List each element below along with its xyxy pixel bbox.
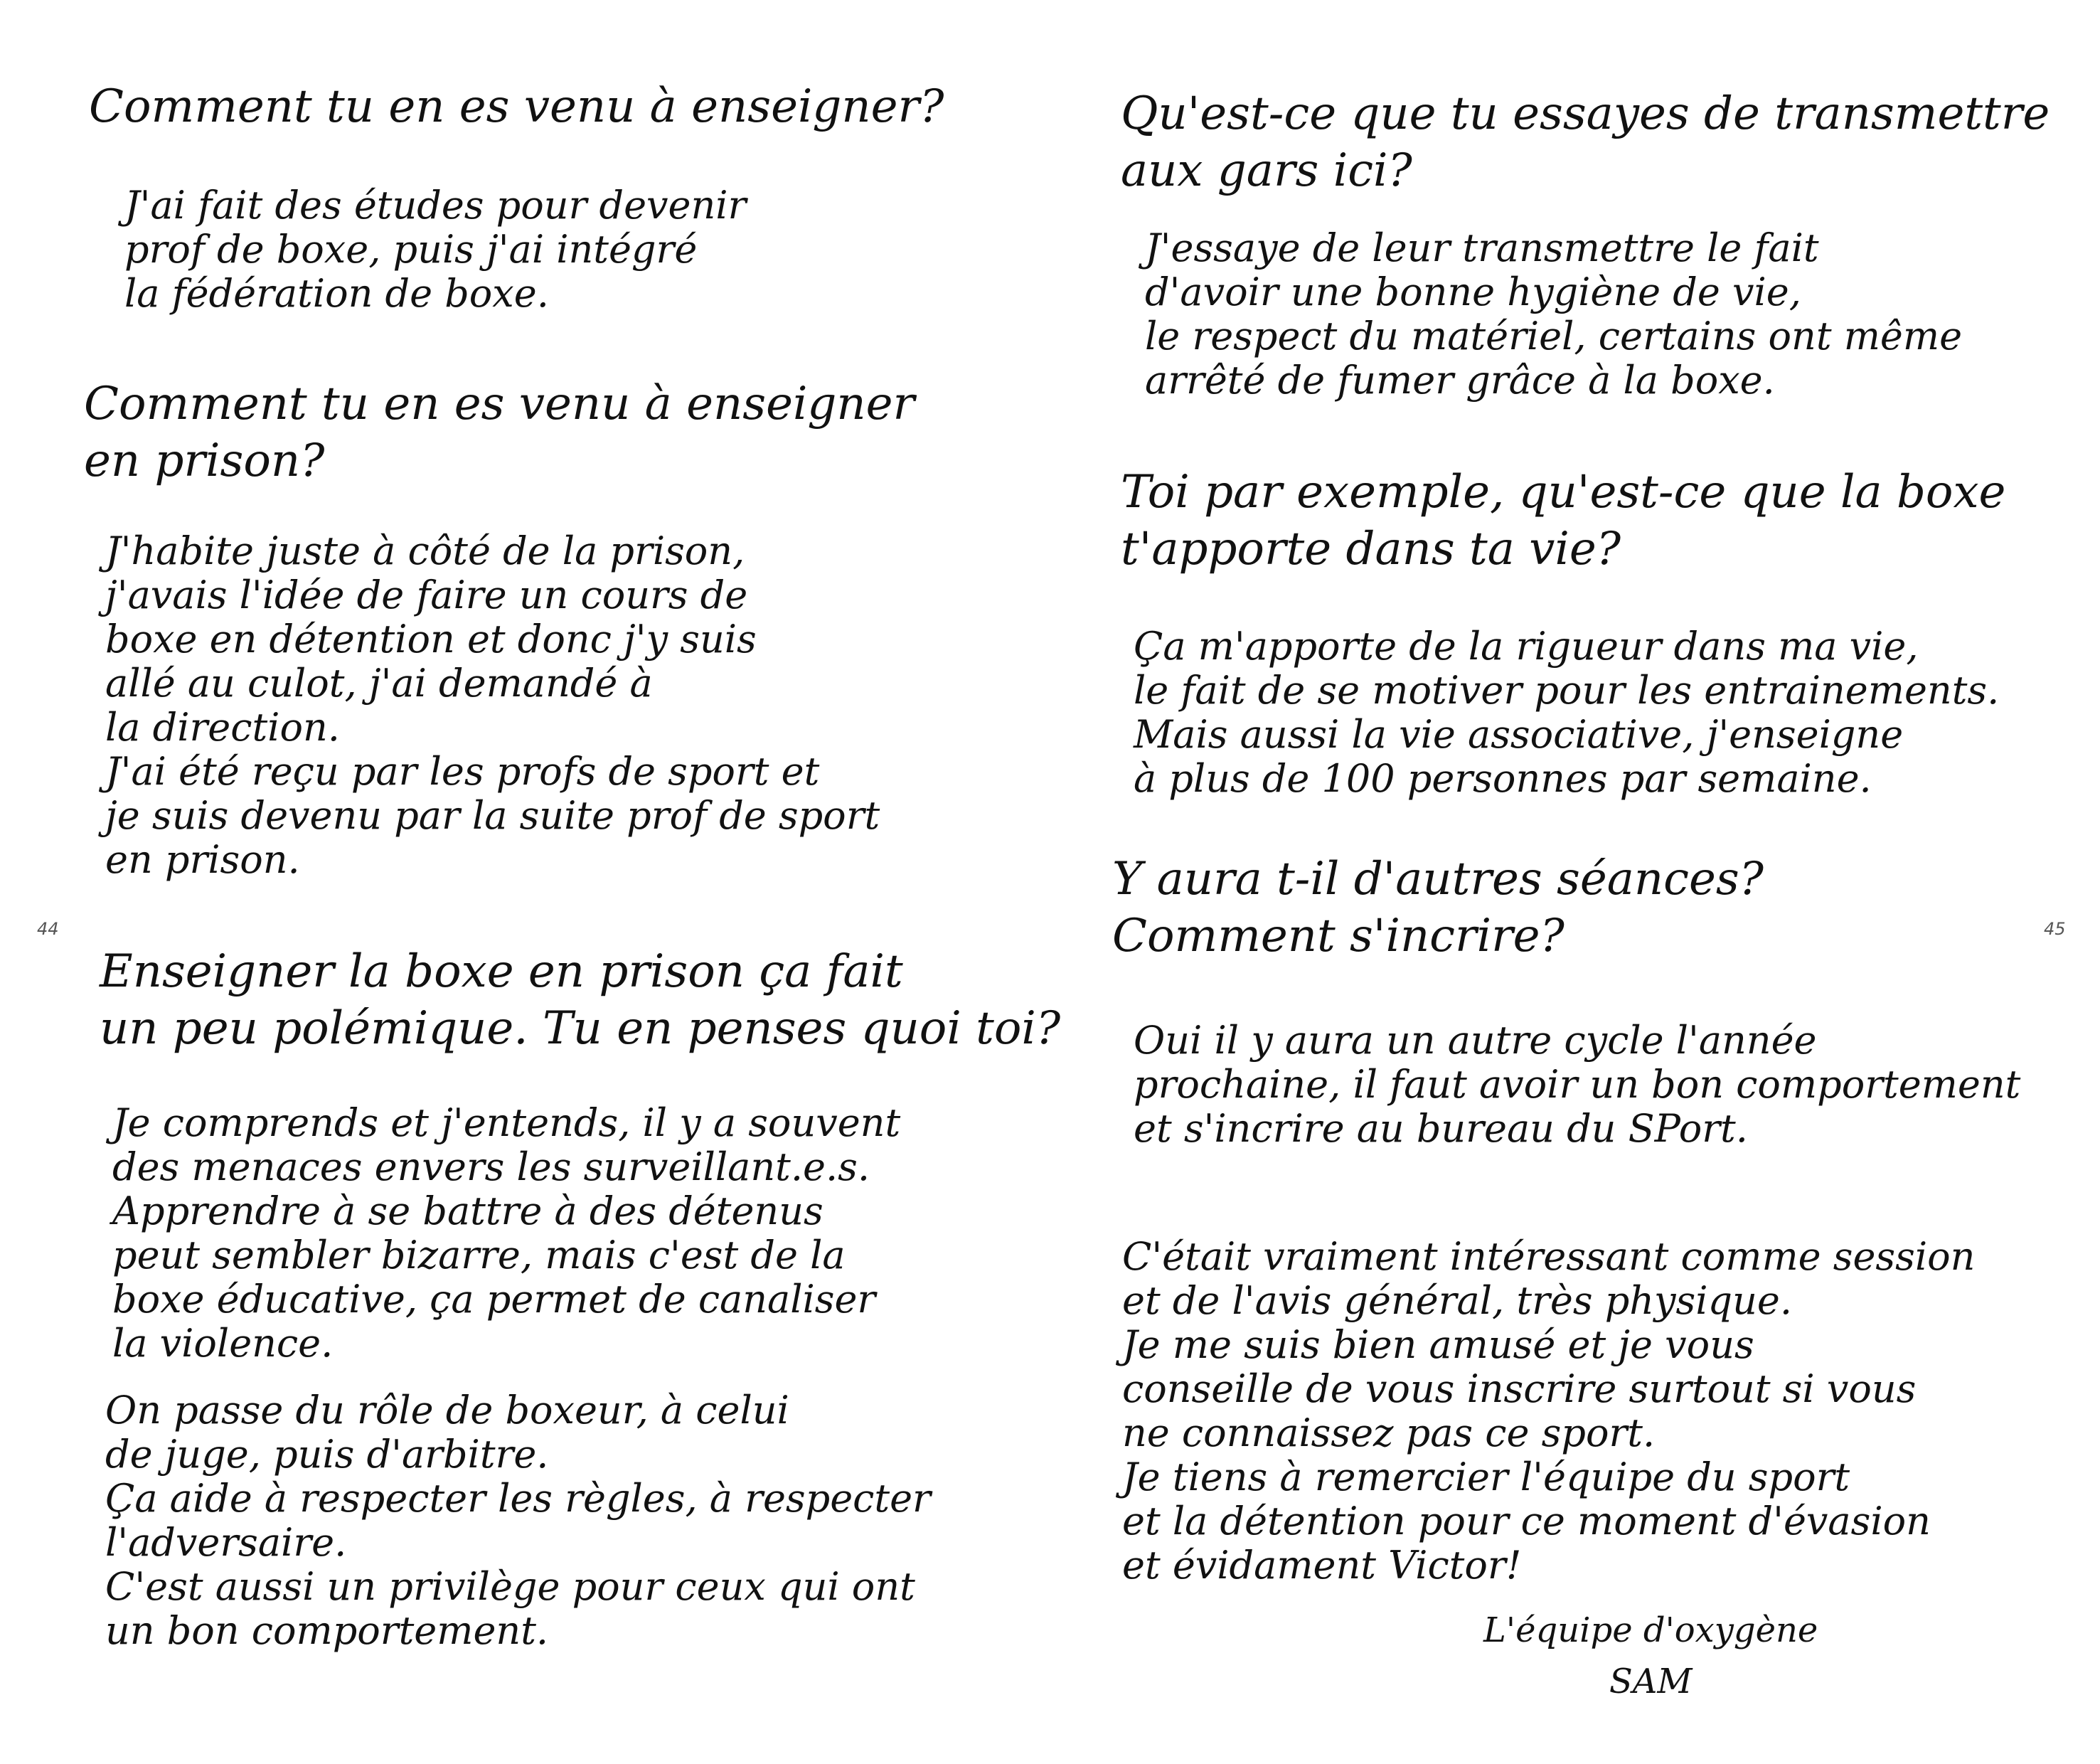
answer-line: C'est aussi un privilège pour ceux qui ont [105, 1564, 915, 1609]
answer-line: j'avais l'idée de faire un cours de [105, 573, 748, 617]
answer-line: je suis devenu par la suite prof de sport [105, 793, 880, 838]
answer-line: Je comprends et j'entends, il y a souvent [112, 1100, 901, 1145]
question-block [100, 943, 1060, 1057]
answer-line: C'était vraiment intéressant comme session [1122, 1234, 1976, 1279]
answer-line: et évidament Victor! [1122, 1543, 1522, 1588]
answer-block [124, 184, 746, 316]
answer-block [1122, 1235, 1975, 1588]
answer-line: de juge, puis d'arbitre. [105, 1432, 549, 1477]
answer-line: la direction. [105, 705, 340, 750]
question-line: Comment s'incrire? [1112, 910, 1565, 962]
answer-line: la fédération de boxe. [124, 271, 549, 316]
answer-line: J'ai fait des études pour devenir [124, 183, 747, 228]
answer-line: à plus de 100 personnes par semaine. [1134, 756, 1872, 801]
signature-team: L'équipe d'oxygène [1483, 1610, 1818, 1650]
right-page [1050, 0, 2100, 1764]
question-line: Toi par exemple, qu'est-ce que la boxe [1121, 466, 2006, 519]
answer-line: l'adversaire. [105, 1520, 347, 1565]
answer-line: prochaine, il faut avoir un bon comportement [1134, 1062, 2021, 1107]
answer-line: arrêté de fumer grâce à la boxe. [1145, 358, 1775, 403]
answer-line: boxe éducative, ça permet de canaliser [112, 1277, 876, 1322]
question-line: t'apporte dans ta vie? [1121, 523, 1621, 575]
answer-block [1134, 1019, 2020, 1151]
answer-line: en prison. [105, 837, 300, 882]
answer-line: J'habite juste à côté de la prison, [105, 528, 745, 573]
answer-line: Mais aussi la vie associative, j'enseigne [1134, 712, 1904, 757]
answer-line: Je me suis bien amusé et je vous [1122, 1322, 1754, 1367]
signature [1483, 1606, 1818, 1706]
answer-line: Oui il y aura un autre cycle l'année [1134, 1018, 1817, 1063]
page-number: 45 [2044, 919, 2066, 939]
answer-line: J'essaye de leur transmettre le fait [1145, 225, 1819, 270]
answer-line: un bon comportement. [105, 1608, 549, 1653]
answer-block [1134, 625, 1999, 801]
answer-line: d'avoir une bonne hygiène de vie, [1145, 270, 1801, 314]
question-line: Enseigner la boxe en prison ça fait [100, 945, 903, 998]
question-line: Comment tu en es venu à enseigner? [89, 80, 944, 133]
answer-line: le respect du matériel, certains ont même [1145, 314, 1963, 358]
answer-line: J'ai été reçu par les profs de sport et [105, 749, 820, 794]
question-line: Comment tu en es venu à enseigner [84, 378, 915, 430]
answer-line: Je tiens à remercier l'équipe du sport [1122, 1455, 1850, 1499]
question-line: en prison? [84, 435, 325, 487]
answer-line: On passe du rôle de boxeur, à celui [105, 1388, 789, 1433]
answer-line: prof de boxe, puis j'ai intégré [124, 227, 698, 272]
question-block [1121, 464, 2005, 578]
answer-line: boxe en détention et donc j'y suis [105, 617, 757, 662]
question-line: Y aura t-il d'autres séances? [1112, 853, 1764, 905]
answer-line: des menaces envers les surveillant.e.s. [112, 1144, 870, 1189]
answer-line: le fait de se motiver pour les entrainements. [1134, 668, 2000, 713]
answer-line: Ça aide à respecter les règles, à respecter [105, 1476, 931, 1521]
answer-block [105, 1388, 931, 1653]
answer-block [1145, 226, 1962, 403]
answer-block [105, 529, 880, 882]
answer-line: Ça m'apporte de la rigueur dans ma vie, [1134, 624, 1919, 669]
question-block [84, 376, 915, 489]
question-block [1121, 85, 2050, 199]
answer-line: et de l'avis général, très physique. [1122, 1278, 1792, 1323]
question-line: un peu polémique. Tu en penses quoi toi? [100, 1002, 1061, 1055]
answer-line: allé au culot, j'ai demandé à [105, 661, 653, 706]
answer-line: et la détention pour ce moment d'évasion [1122, 1499, 1931, 1544]
question-block [1112, 851, 1764, 965]
page-number: 44 [37, 919, 59, 939]
answer-line: la violence. [112, 1321, 334, 1366]
signature-name: SAM [1609, 1662, 1693, 1701]
question-line: Qu'est-ce que tu essayes de transmettre [1121, 87, 2050, 140]
answer-block [112, 1101, 900, 1366]
answer-line: conseille de vous inscrire surtout si vous [1122, 1366, 1917, 1411]
answer-line: peut sembler bizarre, mais c'est de la [112, 1233, 846, 1277]
question-block [89, 78, 944, 135]
answer-line: Apprendre à se battre à des détenus [112, 1189, 824, 1233]
answer-line: ne connaissez pas ce sport. [1122, 1410, 1656, 1455]
question-line: aux gars ici? [1121, 144, 1412, 197]
answer-line: et s'incrire au bureau du SPort. [1134, 1106, 1748, 1151]
